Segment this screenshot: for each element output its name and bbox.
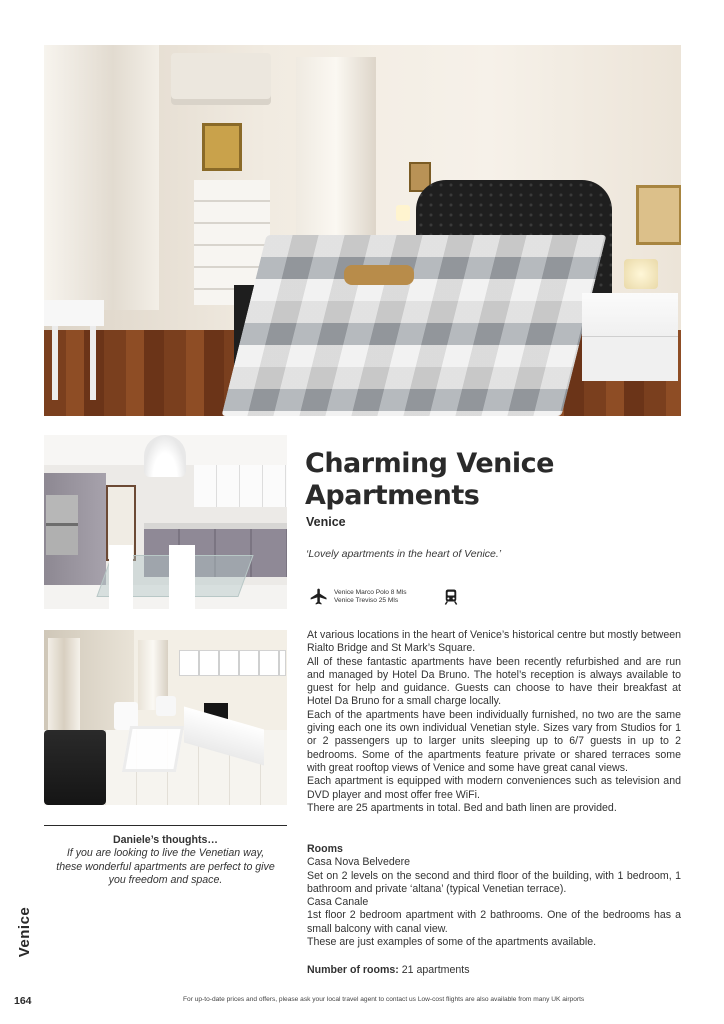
rooms-note: These are just examples of some of the apartments available. <box>307 936 597 949</box>
footer-note: For up-to-date prices and offers, please ask your local travel agent to contact us Low-cost flights are also available from many UK airports <box>183 996 585 1003</box>
side-section-label: Venice <box>16 906 33 958</box>
hero-bedroom-photo <box>44 45 681 416</box>
kitchen-photo <box>44 435 287 609</box>
airport-line-1: Venice Marco Polo 8 Mls <box>334 589 407 596</box>
number-of-rooms-value: 21 apartments <box>401 964 470 976</box>
description <box>307 629 681 815</box>
thoughts-heading: Daniele’s thoughts… <box>113 834 218 846</box>
description-paragraph: Each of the apartments have been individually furnished, no two are the same giving each one its own individual Venetian style. Sizes vary from Studios for 1 or 2 passengers up to larger units sleeping up to 6/7 guests in up to 2 bedrooms. Some of the apartments feature private or shared terraces some with great rooftop views of Venice and some have great canal views. <box>307 708 681 774</box>
airport-info <box>308 587 488 609</box>
room-name: Casa Nova Belvedere <box>307 856 411 869</box>
thoughts-box <box>44 834 287 887</box>
thoughts-divider <box>44 825 287 826</box>
page-title: Charming Venice Apartments <box>305 448 554 511</box>
description-paragraph: All of these fantastic apartments have been recently refurbished and are run and managed by Hotel Da Bruno. The hotel’s reception is always available to guest for help and guidance. Guests can choose to have their breakfast at Hotel Da Bruno for a small charge locally. <box>307 655 681 708</box>
train-icon <box>442 587 460 607</box>
rooms-section <box>307 843 681 949</box>
location-label: Venice <box>306 515 346 529</box>
description-paragraph: At various locations in the heart of Venice’s historical centre but mostly between Rialto Bridge and St Mark’s Square. <box>307 629 681 655</box>
description-paragraph: Each apartment is equipped with modern conveniences such as television and DVD player and most offer free WiFi. <box>307 775 681 801</box>
room-name: Casa Canale <box>307 896 369 909</box>
rooms-heading: Rooms <box>307 843 343 855</box>
number-of-rooms <box>307 964 470 976</box>
page-number: 164 <box>14 995 32 1007</box>
room-description: 1st floor 2 bedroom apartment with 2 bathrooms. One of the bedrooms has a small balcony with canal view. <box>307 909 681 935</box>
living-room-photo <box>44 630 287 805</box>
number-of-rooms-label: Number of rooms: <box>307 964 399 976</box>
room-description: Set on 2 levels on the second and third floor of the building, with 1 bedroom, 1 bathroom and private ‘altana’ (typical Venetian terrace). <box>307 869 681 895</box>
tagline: ‘Lovely apartments in the heart of Venice.’ <box>306 548 502 560</box>
description-paragraph: There are 25 apartments in total. Bed and bath linen are provided. <box>307 801 617 814</box>
airport-line-2: Venice Treviso 25 Mls <box>334 597 399 604</box>
plane-icon <box>308 587 330 607</box>
thoughts-body: If you are looking to live the Venetian way, these wonderful apartments are perfect to give you freedom and space. <box>56 847 275 886</box>
